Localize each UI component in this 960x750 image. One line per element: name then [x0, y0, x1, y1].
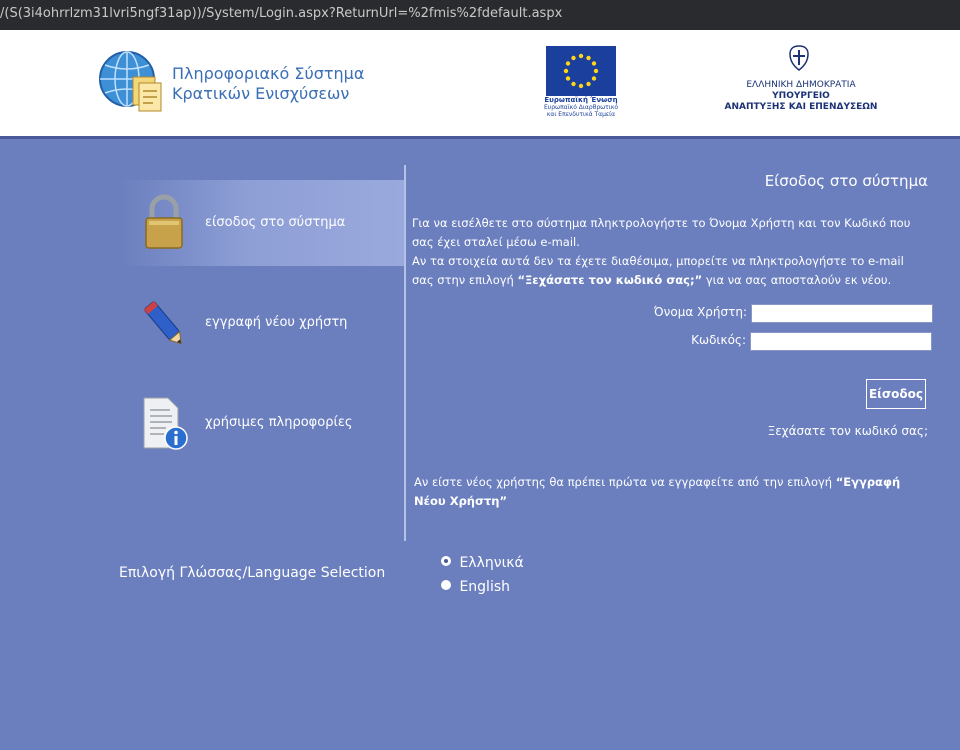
username-input[interactable]: [751, 304, 933, 323]
radio-checked-icon[interactable]: [441, 556, 451, 566]
globe-documents-logo-icon: [97, 47, 167, 117]
password-input[interactable]: [750, 332, 932, 351]
forgot-password-link[interactable]: Ξεχάσατε τον κωδικό σας;: [767, 424, 928, 438]
gov-line3: ΑΝΑΠΤΥΞΗΣ ΚΑΙ ΕΠΕΝΔΥΣΕΩΝ: [724, 102, 878, 112]
login-button[interactable]: Είσοδος: [866, 379, 926, 409]
info-document-icon: [140, 394, 188, 452]
intro-line4-post: για να σας αποσταλούν εκ νέου.: [705, 273, 892, 287]
system-name: [172, 64, 364, 104]
system-name-line1: Πληροφοριακό Σύστημα: [172, 64, 365, 83]
vertical-divider: [404, 165, 406, 541]
sidebar-item-login[interactable]: [120, 180, 405, 266]
ministry-name: [712, 80, 890, 113]
new-user-register-reference: “Εγγραφή Νέου Χρήστη”: [414, 475, 901, 508]
sidebar-item-info-label: χρήσιμες πληροφορίες: [205, 415, 353, 430]
gov-line2: ΥΠΟΥΡΓΕΙΟ: [772, 91, 830, 101]
eu-stars-icon: [546, 46, 616, 96]
username-label: Όνομα Χρήστη:: [653, 305, 747, 319]
padlock-icon: [140, 194, 188, 252]
eu-caption-line1: Ευρωπαϊκή Ένωση: [544, 96, 618, 104]
system-name-line2: Κρατικών Ενισχύσεων: [172, 84, 350, 103]
language-option-greek[interactable]: [441, 555, 524, 571]
language-selection-label: Επιλογή Γλώσσας/Language Selection: [119, 565, 386, 581]
language-option-english[interactable]: [441, 579, 510, 595]
intro-line3: Αν τα στοιχεία αυτά δεν τα έχετε διαθέσιμα, μπορείτε να πληκτρολογήστε το e-mail: [412, 254, 904, 268]
language-option-english-label: English: [459, 579, 511, 595]
url-text: /(S(3i4ohrrlzm31lvri5ngf31ap))/System/Login.aspx?ReturnUrl=%2fmis%2fdefault.aspx: [0, 6, 563, 21]
site-header: [0, 30, 960, 139]
login-instructions: [412, 214, 932, 290]
intro-forgot-reference: “Ξεχάσατε τον κωδικό σας;”: [517, 273, 703, 287]
sidebar-item-register-label: εγγραφή νέου χρήστη: [205, 315, 348, 330]
password-label: Κωδικός:: [691, 333, 746, 347]
sidebar-item-login-label: είσοδος στο σύστημα: [205, 215, 346, 230]
login-title: Είσοδος στο σύστημα: [764, 172, 928, 190]
intro-line4: [412, 271, 932, 290]
eu-flag-icon: [546, 46, 616, 96]
eu-caption: [540, 97, 622, 118]
browser-url-bar[interactable]: [0, 0, 960, 30]
new-user-notice: [414, 473, 934, 511]
gov-line1: ΕΛΛΗΝΙΚΗ ΔΗΜΟΚΡΑΤΙΑ: [746, 80, 856, 90]
language-option-greek-label: Ελληνικά: [459, 555, 524, 571]
intro-line4-pre: σας στην επιλογή: [412, 273, 514, 287]
eu-caption-line3: και Επενδυτικά Ταμεία: [546, 111, 616, 118]
intro-line1: Για να εισέλθετε στο σύστημα πληκτρολογήστε το Όνομα Χρήστη και τον Κωδικό που: [412, 216, 911, 230]
new-user-text: Αν είστε νέος χρήστης θα πρέπει πρώτα να εγγραφείτε από την επιλογή: [414, 475, 833, 489]
eu-caption-line2: Ευρωπαϊκό Διαρθρωτικό: [543, 104, 619, 111]
pencil-icon: [140, 294, 188, 352]
radio-unchecked-icon[interactable]: [441, 580, 451, 590]
sidebar-item-info[interactable]: [120, 380, 405, 466]
sidebar-item-register[interactable]: [120, 280, 405, 366]
intro-line2: σας έχει σταλεί μέσω e-mail.: [412, 235, 580, 249]
hellenic-republic-crest-icon: [786, 44, 812, 72]
